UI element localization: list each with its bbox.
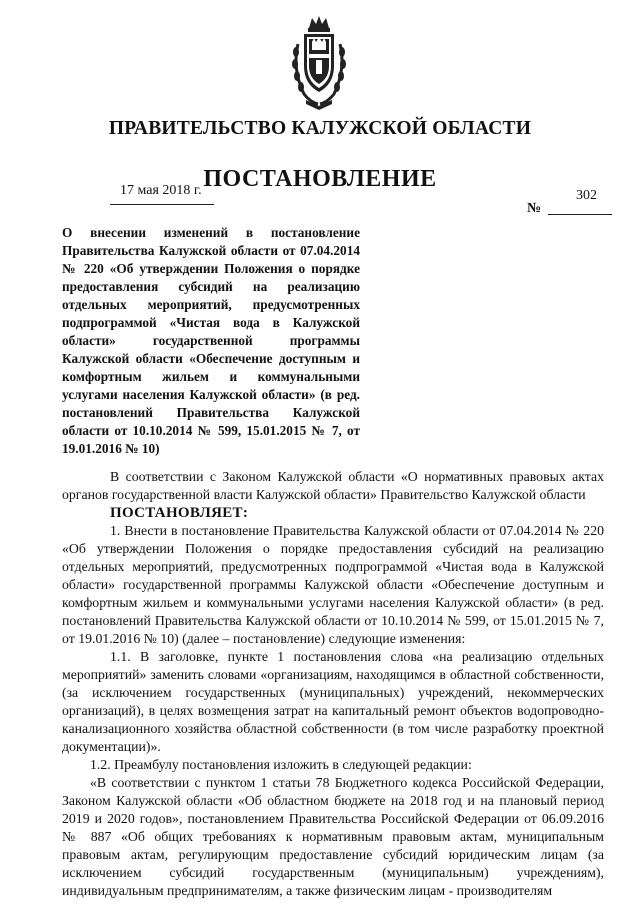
document-type: ПОСТАНОВЛЕНИЕ [203, 166, 437, 192]
paragraph-1: 1. Внести в постановление Правительства Калужской области от 07.04.2014 № 220 «Об утверждении Положения о порядке предоставления субсидий на реализацию отдельных мероприятий, предусмотренных подпрограммой «Чистая вода в Калужской области» государственной программы Калужской области «Обеспечение доступным и комфортным жильем и коммунальными услугами населения Калужской области» (в ред. постановлений Правительства Калужской области от 10.10.2014 № 599, от 15.01.2015 № 7, от 19.01.2016 № 10) (далее – постановление) следующие изменения: [62, 523, 604, 646]
number-underline [548, 214, 612, 215]
paragraph-1-1: 1.1. В заголовке, пункте 1 постановления слова «на реализацию отдельных мероприятий» заменить словами «организациям, находящимся в областной собственности, (за исключением государственных (муниципальных) учреждений, некоммерческих организаций), в целях возмещения затрат на капитальный ремонт объектов водопроводно-канализационного хозяйства областной собственности (в том числе разработку проектной документации)». [62, 649, 604, 754]
document-date: 17 мая 2018 г. [120, 183, 202, 198]
number-sign: № [527, 201, 542, 216]
document-subject: О внесении изменений в постановление Правительства Калужской области от 07.04.2014 № 220 «Об утверждении Положения о порядке предоставления субсидий на реализацию отдельных мероприятий, предусмотренных подпрограммой «Чистая вода в Калужской области» государственной программы Калужской области «Обеспечение доступным и комфортным жильем и коммунальными услугами населения Калужской области» (в ред. постановлений Правительства Калужской области от 10.10.2014 № 599, 15.01.2015 № 7, от 19.01.2016 № 10) [62, 225, 360, 456]
intro-text: В соответствии с Законом Калужской области «О нормативных правовых актах органов государственной власти Калужской области» Правительство Калужской области [62, 469, 604, 502]
decree-word: ПОСТАНОВЛЯЕТ: [110, 505, 249, 521]
paragraph-1-2-quote: «В соответствии с пунктом 1 статьи 78 Бюджетного кодекса Российской Федерации, Законом Калужской области «Об областном бюджете на 2018 год и на плановый период 2019 и 2020 годов», постановлением Правительства Российской Федерации от 06.09.2016 № 887 «Об общих требованиях к нормативным правовым актам, муниципальным правовым актам, регулирующим предоставление субсидий юридическим лицам (за исключением субсидий государственным (муниципальным) учреждениям), индивидуальным предпринимателям, а также физическим лицам - производителям [62, 775, 604, 898]
paragraph-1-2: 1.2. Преамбулу постановления изложить в следующей редакции: [90, 757, 472, 772]
intro-paragraph [62, 468, 604, 522]
document-body [62, 468, 604, 900]
organization-title: ПРАВИТЕЛЬСТВО КАЛУЖСКОЙ ОБЛАСТИ [108, 118, 532, 139]
document-number: 302 [576, 188, 597, 203]
coat-of-arms-icon [288, 14, 350, 110]
date-underline [110, 204, 214, 205]
